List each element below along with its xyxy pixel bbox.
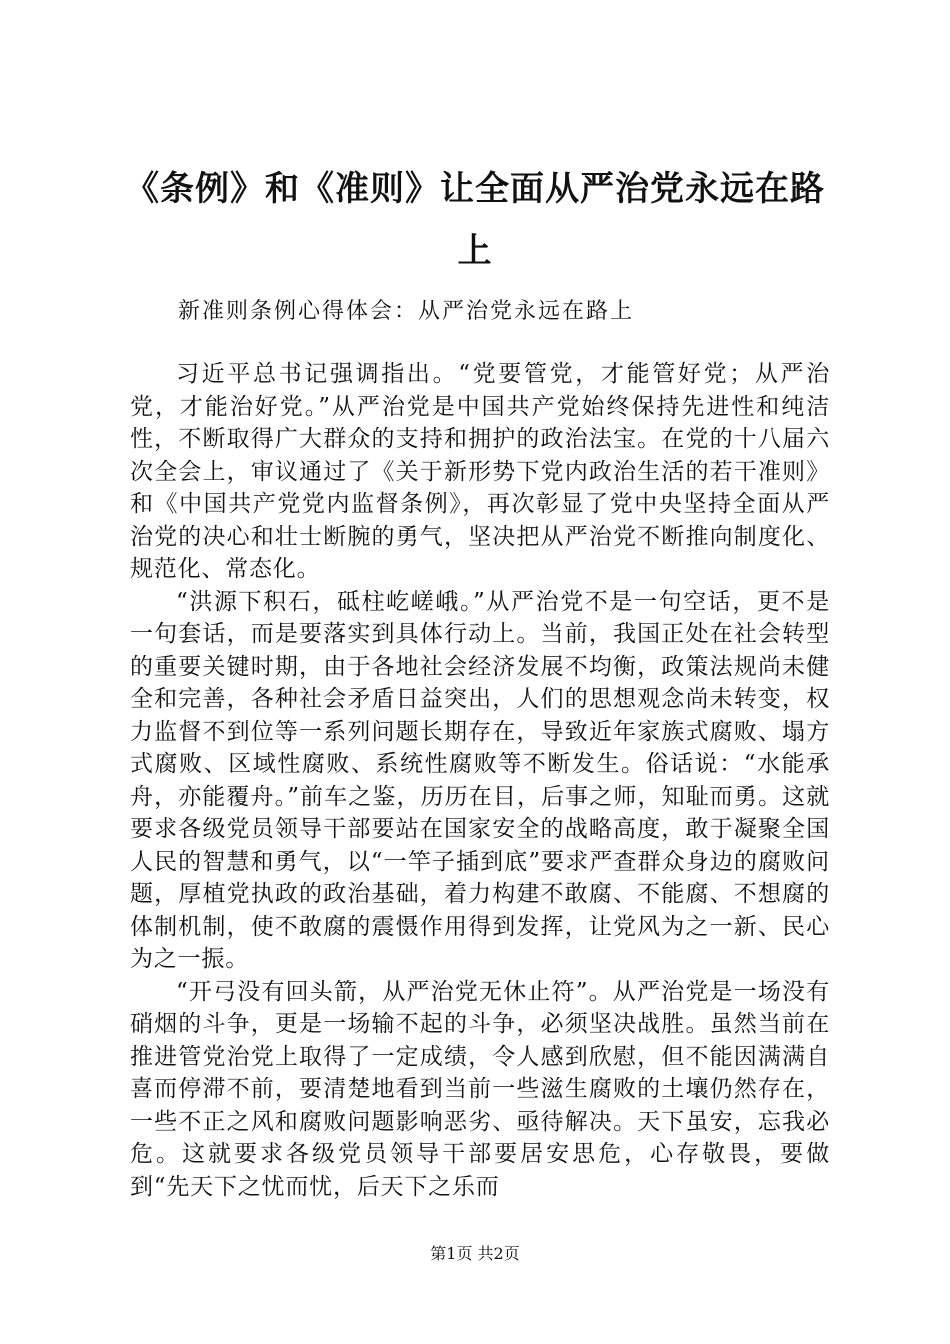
paragraph-2: “洪源下积石，砥柱屹嵯峨。”从严治党不是一句空话，更不是一句套话，而是要落实到具体行动上。当前，我国正处在社会转型的重要关键时期，由于各地社会经济发展不均衡，政策法规尚未健全和完善，各种社会矛盾日益突出，人们的思想观念尚未转变，权力监督不到位等一系列问题长期存在，导致近年家族式腐败、塌方式腐败、区域性腐败、系统性腐败等不断发生。俗话说：“水能承舟，亦能覆舟。”前车之鉴，历历在目，后事之师，知耻而勇。这就要求各级党员领导干部要站在国家安全的战略高度，敢于凝聚全国人民的智慧和勇气，以“一竿子插到底”要求严查群众身边的腐败问题，厚植党执政的政治基础，着力构建不敢腐、不能腐、不想腐的体制机制，使不敢腐的震慑作用得到发挥，让党风为之一新、民心为之一振。 [130, 588, 830, 972]
document-subtitle: 新准则条例心得体会：从严治党永远在路上 [178, 299, 635, 324]
paragraph-1: 习近平总书记强调指出。“党要管党，才能管好党；从严治党，才能治好党。”从严治党是中国共产党始终保持先进性和纯洁性，不断取得广大群众的支持和拥护的政治法宝。在党的十八届六次全会上，审议通过了《关于新形势下党内政治生活的若干准则》和《中国共产党党内监督条例》，再次彰显了党中央坚持全面从严治党的决心和壮士断腕的勇气，坚决把从严治党不断推向制度化、规范化、常态化。 [130, 361, 830, 582]
document-title: 《条例》和《准则》让全面从严治党永远在路上 [125, 169, 825, 271]
paragraph-3: “开弓没有回头箭，从严治党无休止符”。从严治党是一场没有硝烟的斗争，更是一场输不起的斗争，必须坚决战胜。虽然当前在推进管党治党上取得了一定成绩，令人感到欣慰，但不能因满满自喜而停滞不前，要清楚地看到当前一些滋生腐败的土壤仍然存在，一些不正之风和腐败问题影响恶劣、亟待解决。天下虽安，忘我必危。这就要求各级党员领导干部要居安思危，心存敬畏，要做到“先天下之忧而忧，后天下之乐而 [130, 978, 830, 1200]
page-footer: 第1页 共2页 [430, 1244, 520, 1263]
document-body [130, 358, 830, 1203]
